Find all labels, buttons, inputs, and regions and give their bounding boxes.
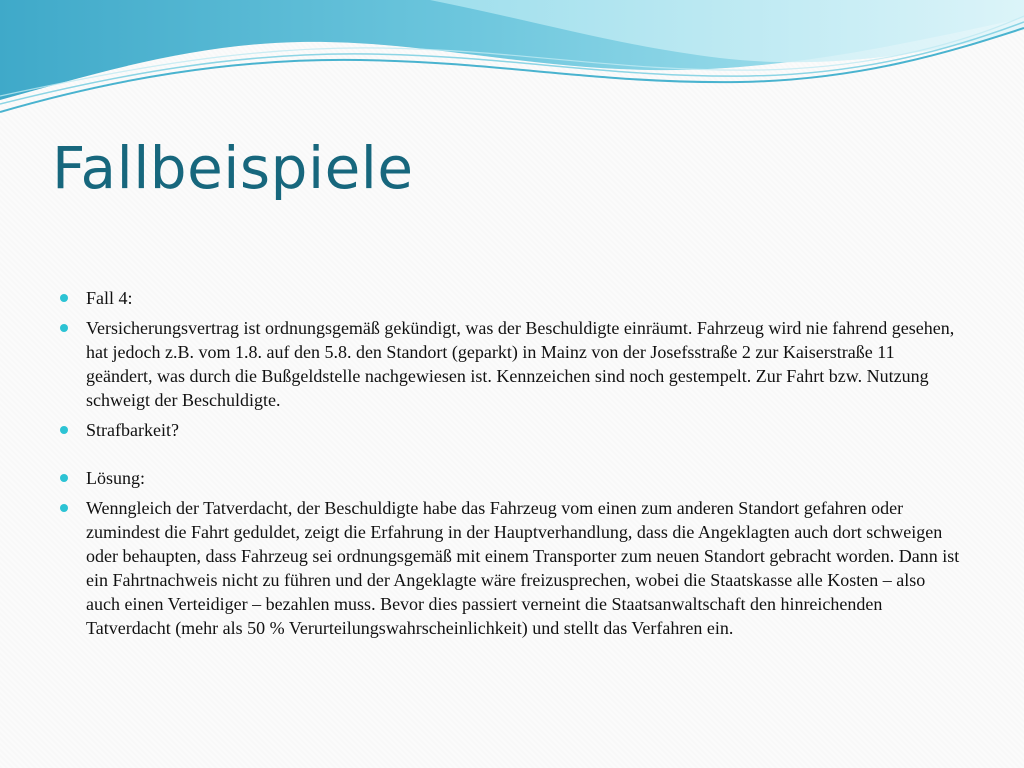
bullet-item: [60, 466, 960, 490]
bullet-text: Strafbarkeit?: [86, 420, 179, 440]
bullet-item: [60, 496, 960, 640]
bullet-text: Wenngleich der Tatverdacht, der Beschuldigte habe das Fahrzeug vom einen zum anderen Standort gefahren oder zumindest die Fahrt geduldet, zeigt die Erfahrung in der Hauptverhandlung, dass die Angeklagten auch dort schweigen oder behaupten, dass Fahrzeug sei ordnungsgemäß mit einem Transporter zum neuen Standort gebracht worden. Dann ist ein Fahrtnachweis nicht zu führen und der Angeklagte wäre freizusprechen, wobei die Staatskasse alle Kosten – also auch einen Verteidiger – bezahlen muss. Bevor dies passiert verneint die Staatsanwaltschaft den hinreichenden Tatverdacht (mehr als 50 % Verurteilungswahrscheinlichkeit) und stellt das Verfahren ein.: [86, 498, 960, 638]
bullet-dot-icon: [60, 324, 68, 332]
bullet-item: [60, 286, 960, 310]
bullet-list: [60, 286, 960, 646]
bullet-text: Fall 4:: [86, 288, 133, 308]
bullet-dot-icon: [60, 504, 68, 512]
header-wave-decoration: [0, 0, 1024, 130]
bullet-text: Lösung:: [86, 468, 146, 488]
bullet-dot-icon: [60, 294, 68, 302]
bullet-text: Versicherungsvertrag ist ordnungsgemäß gekündigt, was der Beschuldigte einräumt. Fahrzeug wird nie fahrend gesehen, hat jedoch z.B. vom 1.8. auf den 5.8. den Standort (geparkt) in Mainz von der Josefsstraße 2 zur Kaiserstraße 11 geändert, was durch die Bußgeldstelle nachgewiesen ist. Kennzeichen sind noch gestempelt. Zur Fahrt bzw. Nutzung schweigt der Beschuldigte.: [86, 318, 955, 410]
bullet-item: [60, 418, 960, 442]
bullet-item: [60, 316, 960, 412]
bullet-dot-icon: [60, 474, 68, 482]
slide-title: Fallbeispiele: [52, 134, 414, 202]
bullet-dot-icon: [60, 426, 68, 434]
